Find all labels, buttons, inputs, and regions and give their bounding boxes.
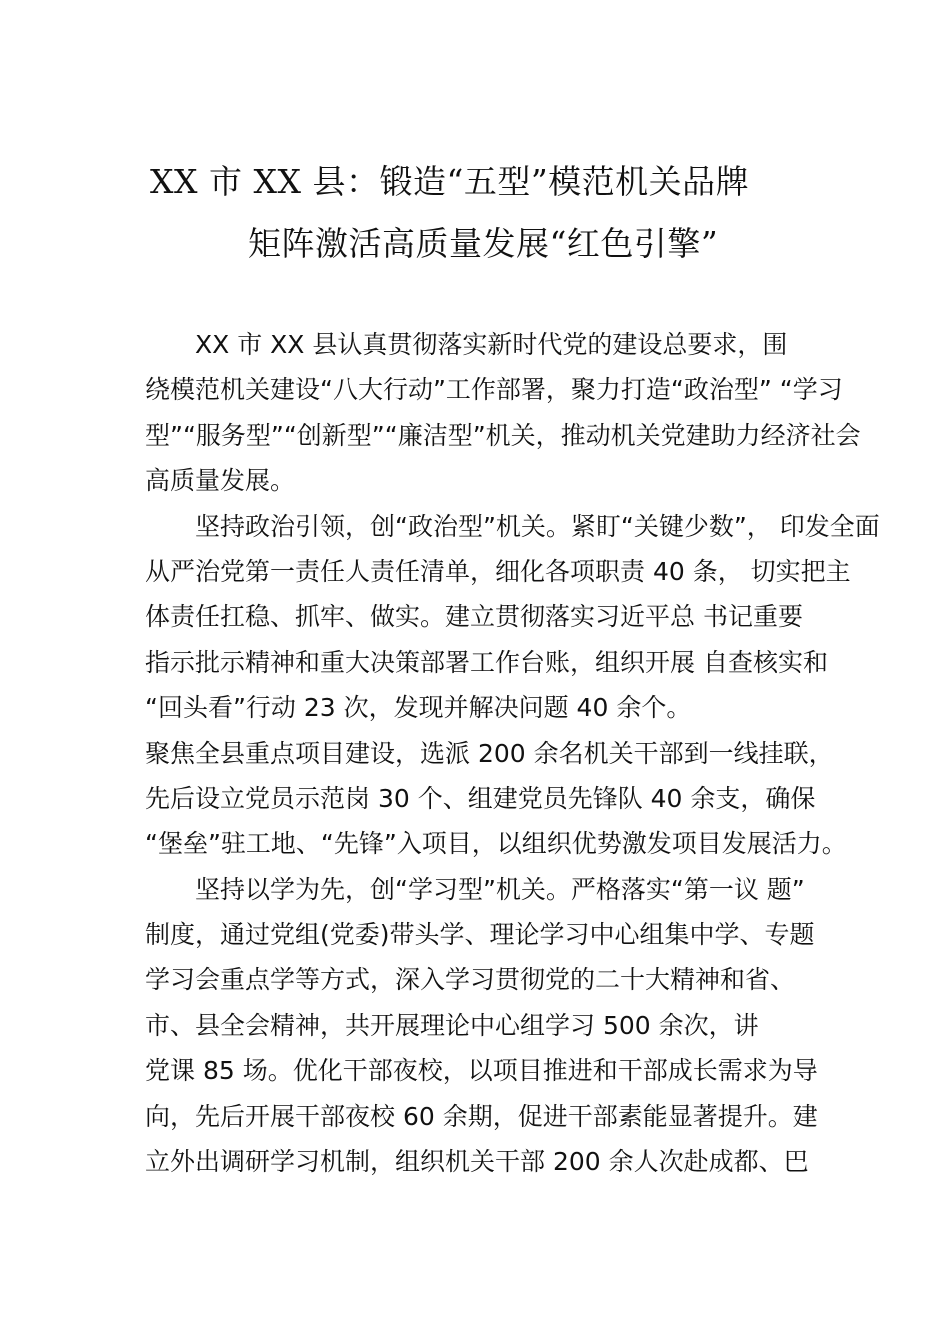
- document-title-line-2: 矩阵激活高质量发展“红色引擎”: [248, 224, 719, 263]
- body-line: 坚持以学为先，创“学习型”机关。严格落实“第一议 题”: [195, 874, 805, 904]
- body-line: 学习会重点学等方式，深入学习贯彻党的二十大精神和省、: [145, 965, 796, 995]
- body-line: 先后设立党员示范岗 30 个、组建党员先锋队 40 余支，确保: [145, 783, 816, 813]
- body-line: 制度，通过党组(党委)带头学、理论学习中心组集中学、专题: [145, 920, 815, 950]
- body-line: “堡垒”驻工地、“先锋”入项目，以组织优势激发项目发展活力。: [145, 829, 847, 859]
- body-line: 党课 85 场。优化干部夜校，以项目推进和干部成长需求为导: [145, 1056, 818, 1086]
- document-title-line-1: XX 市 XX 县：锻造“五型”模范机关品牌: [150, 162, 750, 201]
- body-line: 向，先后开展干部夜校 60 余期，促进干部素能显著提升。建: [145, 1101, 818, 1131]
- body-line: 高质量发展。: [145, 466, 296, 496]
- body-line: 坚持政治引领，创“政治型”机关。紧盯“关键少数”， 印发全面: [195, 511, 880, 541]
- document-body: [145, 322, 880, 1184]
- body-line: 聚焦全县重点项目建设，选派 200 余名机关干部到一线挂联，: [145, 738, 834, 768]
- body-line: 绕模范机关建设“八大行动”工作部署，聚力打造“政治型” “学习: [145, 375, 843, 405]
- body-line: 立外出调研学习机制，组织机关干部 200 余人次赴成都、巴: [145, 1147, 809, 1177]
- body-line: 体责任扛稳、抓牢、做实。建立贯彻落实习近平总 书记重要: [145, 602, 803, 632]
- body-line: “回头看”行动 23 次，发现并解决问题 40 余个。: [145, 693, 692, 723]
- body-line: 型”“服务型”“创新型”“廉洁型”机关，推动机关党建助力经济社会: [145, 420, 861, 450]
- body-line: 从严治党第一责任人责任清单，细化各项职责 40 条， 切实把主: [145, 556, 851, 586]
- body-line: 市、县全会精神，共开展理论中心组学习 500 余次，讲: [145, 1010, 759, 1040]
- body-line: 指示批示精神和重大决策部署工作台账，组织开展 自查核实和: [145, 647, 828, 677]
- body-line: XX 市 XX 县认真贯彻落实新时代党的建设总要求，围: [195, 330, 788, 359]
